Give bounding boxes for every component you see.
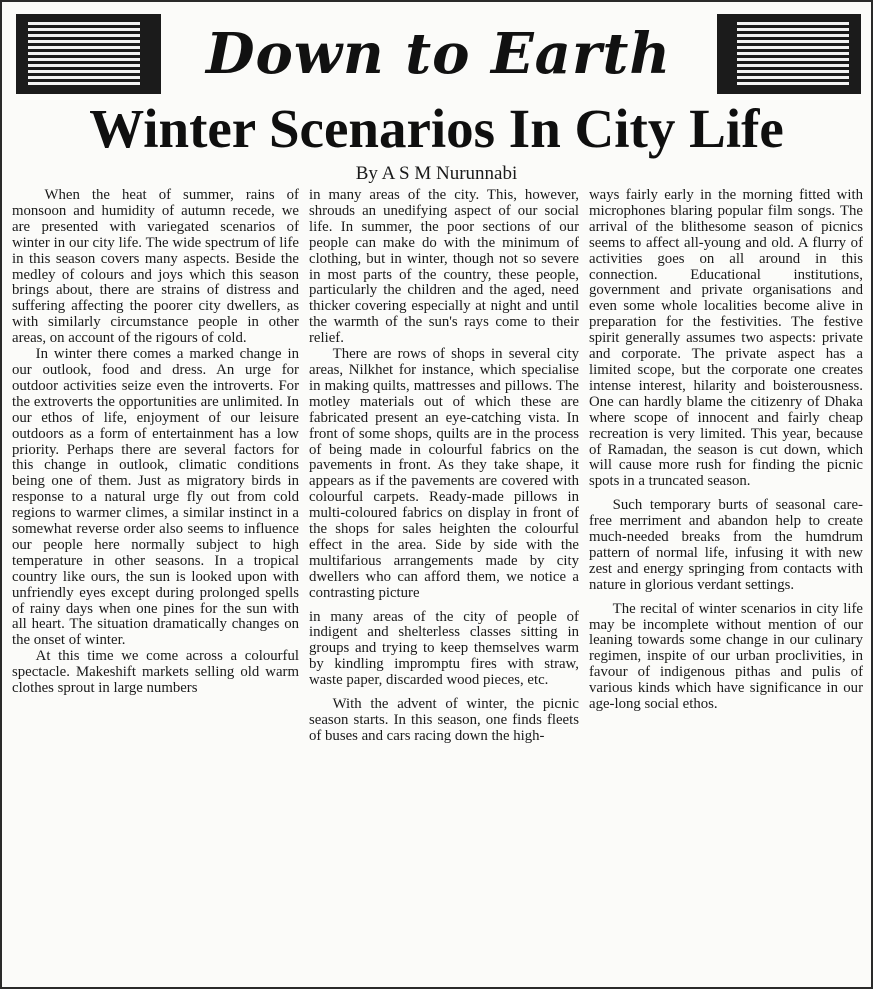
paragraph: There are rows of shops in several city areas, Nilkhet for instance, which specialise in making quilts, mattresses and pillows. The motley materials out of which these are fabricated present an eye-catching vista. In front of some shops, quilts are in the process of being made in colourful fabrics on the pavements in front. As they take shape, it appears as if the pavements are covered with colourful carpets. Ready-made pillows in multi-coloured fabrics on display in front of the shops for sales heighten the colourful effect in the area. Side by side with the multifarious arrangements made by city dwellers who can afford them, we notice a contrasting picture bbox=[309, 346, 579, 601]
article-headline: Winter Scenarios In City Life bbox=[89, 98, 784, 159]
article-column-3 bbox=[589, 188, 863, 984]
article-body bbox=[12, 188, 863, 984]
paragraph: In winter there comes a marked change in our outlook, food and dress. An urge for outdoor activities seize even the introverts. For the extroverts the opportunities are unlimited. In our ethos of life, enjoyment of our leisure outdoors as a form of entertainment has a low priority. Perhaps there are several factors for this change in outlook, climatic conditions being one of them. Just as migratory birds in response to a natural urge fly out from cold regions to warmer climes, a similar instinct in a somewhat reverse order also seems to influence our people here normally subject to high temperature in other seasons. In a tropical country like ours, the sun is looked upon with unfriendly eyes except during prolonged spells of rainy days when one pines for the sun with all heart. The situation dramatically changes on the onset of winter. bbox=[12, 346, 299, 649]
banner-stripes-left bbox=[28, 22, 140, 86]
paragraph: At this time we come across a colourful spectacle. Makeshift markets selling old warm clothes sprout in large numbers bbox=[12, 648, 299, 697]
article-column-1 bbox=[12, 188, 299, 984]
paragraph: When the heat of summer, rains of monsoon and humidity of autumn recede, we are presented with variegated scenarios of winter in our city life. The wide spectrum of life in this season covers many aspects. Beside the medley of colours and joys which this season brings about, there are strains of distress and suffering affecting the poorer city dwellers, as with similarly circumstance people in other areas, on account of the rigours of cold. bbox=[12, 188, 299, 347]
column-name: Down to Earth bbox=[205, 21, 672, 87]
article-column-2 bbox=[309, 188, 579, 984]
column-name-box bbox=[158, 14, 720, 94]
column-banner bbox=[16, 14, 861, 94]
paragraph: The recital of winter scenarios in city life may be incomplete without mention of our leaning towards some change in our culinary regimen, inspite of our urban proclivities, in favour of indigenous pithas and pulis of various kinds which have significance in our age-long social ethos. bbox=[589, 600, 863, 713]
paragraph: in many areas of the city. This, however, shrouds an unedifying aspect of our social life. In summer, the poor sections of our people can make do with the minimum of clothing, but in winter, though not so severe in most parts of the country, these people, particularly the children and the aged, need thicker covering especially at night and until the warmth of the sun's rays come to their relief. bbox=[309, 188, 579, 347]
paragraph: With the advent of winter, the picnic season starts. In this season, one finds fleets of buses and cars racing down the high- bbox=[309, 696, 579, 744]
article-byline: By A S M Nurunnabi bbox=[355, 163, 518, 184]
paragraph: in many areas of the city of people of indigent and shelterless classes sitting in groups and trying to keep themselves warm by kindling impromptu fires with straw, waste paper, discarded wood pieces, etc. bbox=[309, 608, 579, 689]
banner-stripes-right bbox=[737, 22, 849, 86]
paragraph: Such temporary burts of seasonal care-free merriment and abandon help to create much-needed breaks from the humdrum pattern of normal life, infusing it with new zest and energy springing from contacts with nature in glorious verdant settings. bbox=[589, 497, 863, 593]
paragraph: ways fairly early in the morning fitted with microphones blaring popular film songs. The arrival of the blithesome season of picnics seems to affect all-young and old. A flurry of activities goes on all around in this connection. Educational institutions, government and private organisations and even some whole localities become alive in preparation for the festivities. The festive spirit generally assumes two aspects: private and corporate. The private aspect has a limited scope, but the corporate one creates intense interest, hilarity and boisterousness. One can hardly blame the citizenry of Dhaka where scope of innocent and fairly cheap recreation is very limited. This year, because of Ramadan, the season is cut down, which will cause more rush for finding the picnic spots in a truncated season. bbox=[589, 188, 863, 490]
